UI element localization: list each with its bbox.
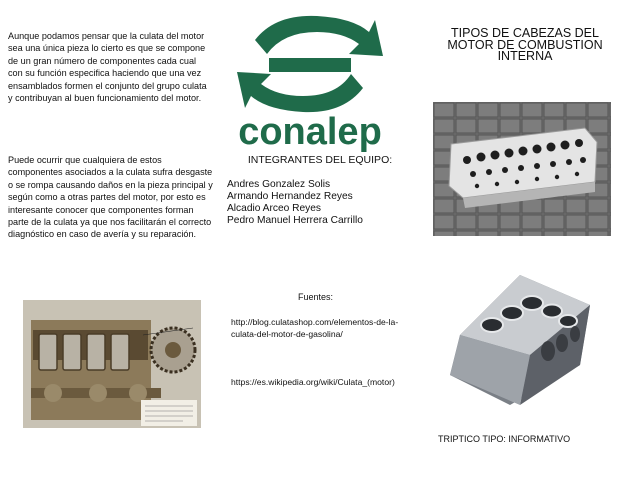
team-member: Andres Gonzalez Solis bbox=[227, 179, 331, 190]
intro-paragraph: Aunque podamos pensar que la culata del motor sea una única pieza lo cierto es que se compone de un gran número de componentes cada cual con su función especifica haciendo que una vez ensamblados formen el conjunto del grupo culata y contribuyan al buen funcionamiento del motor. bbox=[8, 31, 207, 104]
cylinder-head-image bbox=[433, 102, 611, 236]
engine-cutaway-image bbox=[23, 300, 201, 428]
logo-text: conalep bbox=[238, 111, 382, 153]
conalep-logo bbox=[225, 10, 395, 156]
brochure-type-footer: TRIPTICO TIPO: INFORMATIVO bbox=[438, 434, 571, 444]
team-list bbox=[227, 179, 407, 227]
team-heading: INTEGRANTES DEL EQUIPO: bbox=[247, 154, 393, 166]
source-link[interactable]: http://blog.culatashop.com/elementos-de-la-culata-del-motor-de-gasolina/ bbox=[231, 317, 399, 339]
engine-block-image bbox=[440, 255, 600, 415]
team-member: Armando Hernandez Reyes bbox=[227, 191, 353, 202]
team-member: Pedro Manuel Herrera Carrillo bbox=[227, 215, 363, 226]
wear-paragraph: Puede ocurrir que cualquiera de estos componentes asociados a la culata sufra desgaste o se rompa causando daños en la pieza principal y según como a otras partes del motor, por esto es interesante conocer que componentes forman parte de la culata ya que nos facilitarán el correcto diagnóstico en caso de avería y su reparación. bbox=[8, 155, 213, 240]
source-link[interactable]: https://es.wikipedia.org/wiki/Culata_(motor) bbox=[231, 377, 395, 387]
team-member: Alcadio Arceo Reyes bbox=[227, 203, 321, 214]
brochure-title: TIPOS DE CABEZAS DEL MOTOR DE COMBUSTION INTERNA bbox=[447, 26, 603, 63]
sources-heading: Fuentes: bbox=[298, 292, 334, 302]
